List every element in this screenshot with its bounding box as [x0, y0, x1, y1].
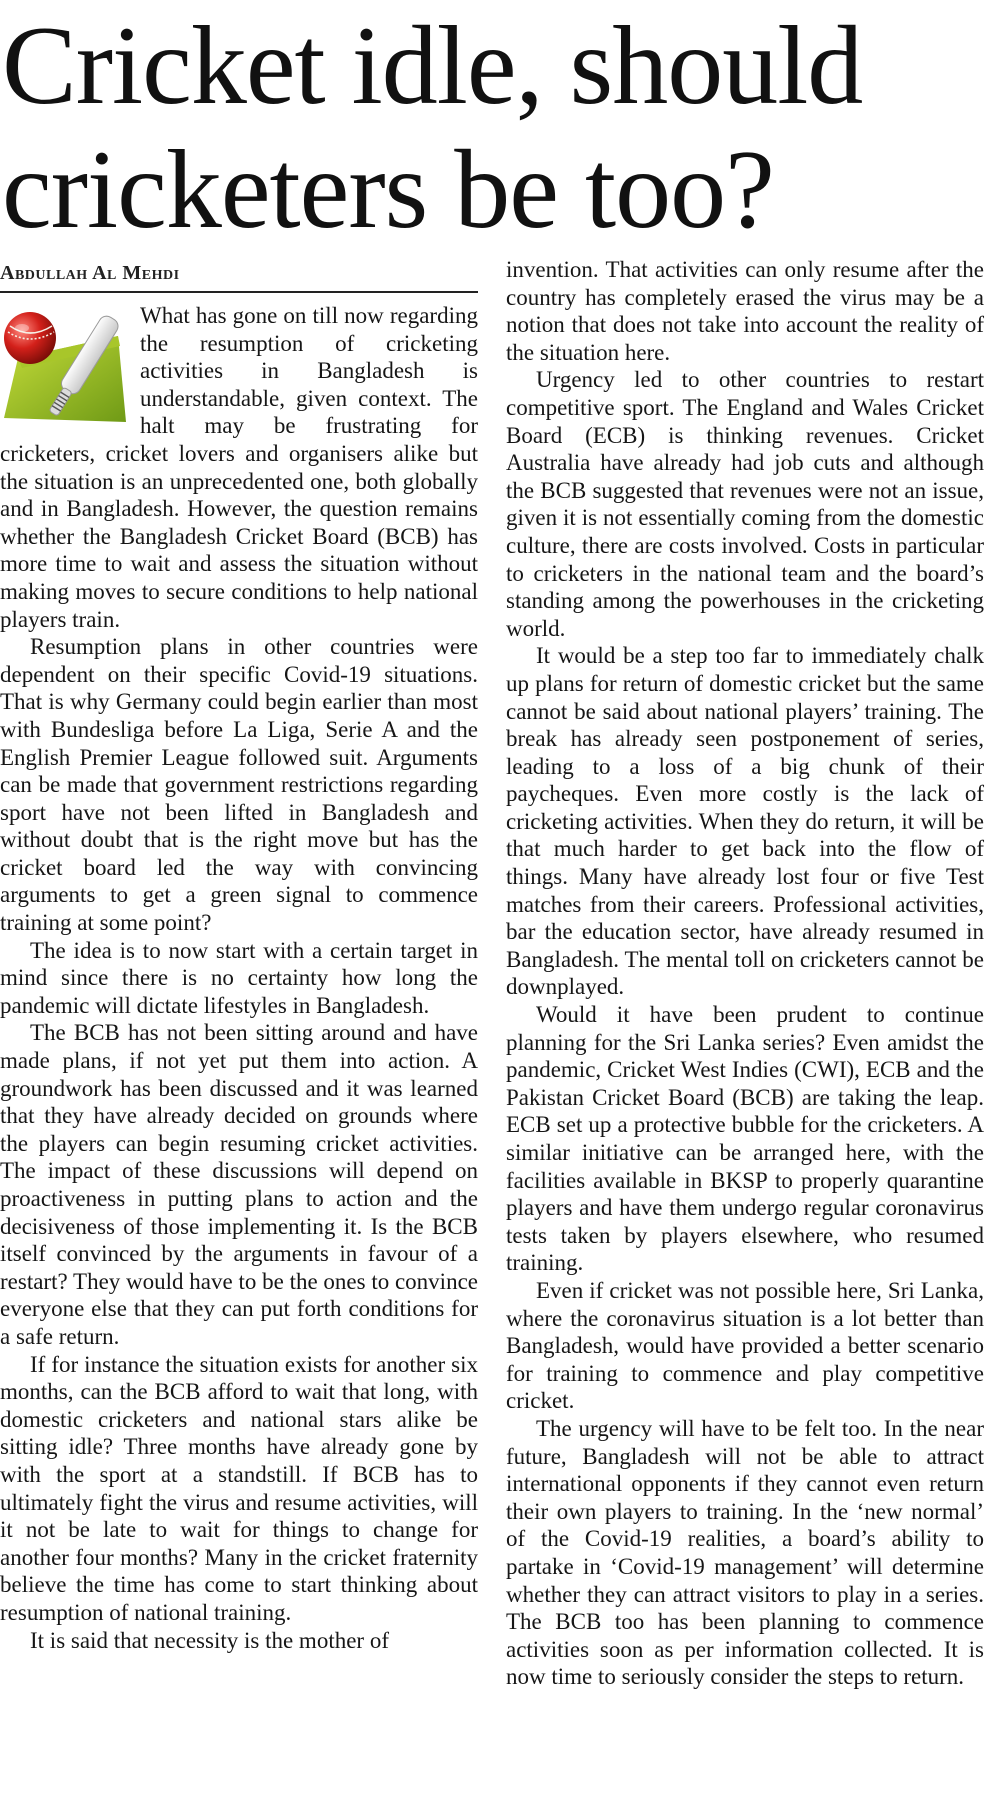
- paragraph: Would it have been prudent to continue planning for the Sri Lanka series? Even amidst the pandemic, Cricket West Indies (CWI), ECB and the Pakistan Cricket Board (BCB) are taking the leap. ECB set up a protective bubble for the cricketers. A similar initiative can be arranged here, with the facilities available in BKSP to properly quarantine players and have them undergo regular coronavirus tests taken by players elsewhere, who resumed training.: [506, 1002, 984, 1276]
- article-column-right: [506, 256, 984, 1691]
- paragraph: What has gone on till now regarding the resumption of cricketing activities in Bangladesh is understandable, given context. The halt may be frustrating for cricketers, cricket lovers and organisers alike but the situation is an unprecedented one, both globally and in Bangladesh. However, the question remains whether the Bangladesh Cricket Board (BCB) has more time to wait and assess the situation without making moves to secure conditions to help national players train.: [0, 303, 478, 632]
- paragraph: Even if cricket was not possible here, Sri Lanka, where the coronavirus situation is a lot better than Bangladesh, would have provided a better scenario for training to commence and play competitive cricket.: [506, 1277, 984, 1414]
- paragraph: If for instance the situation exists for another six months, can the BCB afford to wait that long, with domestic cricketers and national stars alike be sitting idle? Three months have already gone by with the sport at a standstill. If BCB has to ultimately fight the virus and resume activities, will it not be late to wait for things to change for another four months? Many in the cricket fraternity believe the time has come to start thinking about resumption of national training.: [0, 1351, 478, 1625]
- paragraph: The urgency will have to be felt too. In the near future, Bangladesh will not be able to attract international opponents if they cannot even return their own players to training. In the ‘new normal’ of the Covid-19 realities, a board’s ability to partake in ‘Covid-19 management’ will determine whether they can attract visitors to play in a series. The BCB too has been planning to commence activities soon as per information collected. It is now time to seriously consider the steps to return.: [506, 1415, 984, 1690]
- paragraph: It would be a step too far to immediately chalk up plans for return of domestic cricket but the same cannot be said about national players’ training. The break has already seen postponement of series, leading to a loss of a big chunk of their paycheques. Even more costly is the lack of cricketing activities. When they do return, it will be that much harder to get back into the flow of things. Many have already lost four or five Test matches from their careers. Professional activities, bar the education sector, have already resumed in Bangladesh. The mental toll on cricketers cannot be downplayed.: [506, 643, 984, 1000]
- cricket-ball-and-bat-icon: [0, 306, 134, 430]
- paragraph: invention. That activities can only resume after the country has completely erased the virus may be a notion that does not take into account the reality of the situation here.: [506, 257, 984, 365]
- headline: [2, 4, 982, 252]
- paragraph: Resumption plans in other countries were dependent on their specific Covid-19 situations. That is why Germany could begin earlier than most with Bundesliga before La Liga, Serie A and the English Premier League followed suit. Arguments can be made that government restrictions regarding sport have not been lifted in Bangladesh and without doubt that is the right move but has the cricket board led the way with convincing arguments to get a green signal to commence training at some point?: [0, 634, 478, 936]
- paragraph: Urgency led to other countries to restart competitive sport. The England and Wales Cricket Board (ECB) is thinking revenues. Cricket Australia have already had job cuts and although the BCB suggested that revenues were not an issue, given it is not essentially coming from the domestic culture, there are costs involved. Costs in particular to cricketers in the national team and the board’s standing among the powerhouses in the cricketing world.: [506, 367, 984, 641]
- article-column-left: [0, 302, 478, 1654]
- paragraph: The BCB has not been sitting around and have made plans, if not yet put them into action. A groundwork has been discussed and it was learned that they have already decided on grounds where the players can begin resuming cricket activities. The impact of these discussions will depend on proactiveness in putting plans to action and the decisiveness of those implementing it. Is the BCB itself convinced by the arguments in favour of a restart? They would have to be the ones to convince everyone else that they can put forth conditions for a safe return.: [0, 1020, 478, 1349]
- paragraph: It is said that necessity is the mother of: [30, 1627, 389, 1653]
- headline-line-2: cricketers be too?: [2, 128, 774, 252]
- paragraph: The idea is to now start with a certain target in mind since there is no certainty how long the pandemic will dictate lifestyles in Bangladesh.: [0, 937, 478, 1018]
- headline-line-1: Cricket idle, should: [2, 4, 863, 128]
- byline: Abdullah Al Mehdi: [0, 262, 478, 293]
